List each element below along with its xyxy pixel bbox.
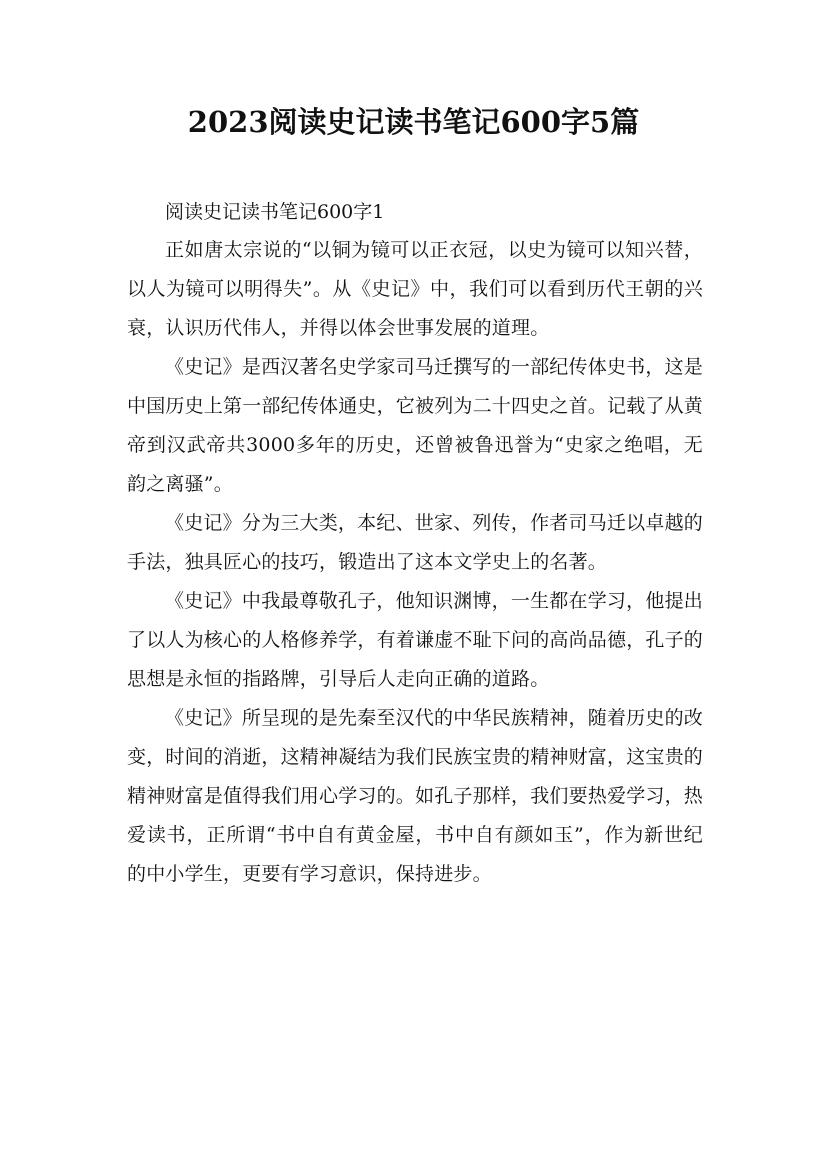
document-title: 2023阅读史记读书笔记600字5篇 [187,105,640,139]
paragraph-3: 《史记》分为三大类，本纪、世家、列传，作者司马迁以卓越的手法，独具匠心的技巧，锻造出了这本文学史上的名著。 [127,512,703,573]
paragraph-1: 正如唐太宗说的“以铜为镜可以正衣冠，以史为镜可以知兴替，以人为镜可以明得失”。从《史记》中，我们可以看到历代王朝的兴衰，认识历代伟人，并得以体会世事发展的道理。 [127,239,703,339]
section-heading: 阅读史记读书笔记600字1 [165,201,385,223]
paragraph-2: 《史记》是西汉著名史学家司马迁撰写的一部纪传体史书，这是中国历史上第一部纪传体通史，它被列为二十四史之首。记载了从黄帝到汉武帝共3000多年的历史，还曾被鲁迅誉为“史家之绝唱，无韵之离骚”。 [127,356,704,495]
paragraph-5: 《史记》所呈现的是先秦至汉代的中华民族精神，随着历史的改变，时间的消逝，这精神凝结为我们民族宝贵的精神财富，这宝贵的精神财富是值得我们用心学习的。如孔子那样，我们要热爱学习，热爱读书，正所谓“书中自有黄金屋，书中自有颜如玉”，作为新世纪的中小学生，更要有学习意识，保持进步。 [127,707,704,885]
document-body [127,193,703,894]
paragraph-4: 《史记》中我最尊敬孔子，他知识渊博，一生都在学习，他提出了以人为核心的人格修养学，有着谦虚不耻下问的高尚品德，孔子的思想是永恒的指路牌，引导后人走向正确的道路。 [127,590,704,690]
